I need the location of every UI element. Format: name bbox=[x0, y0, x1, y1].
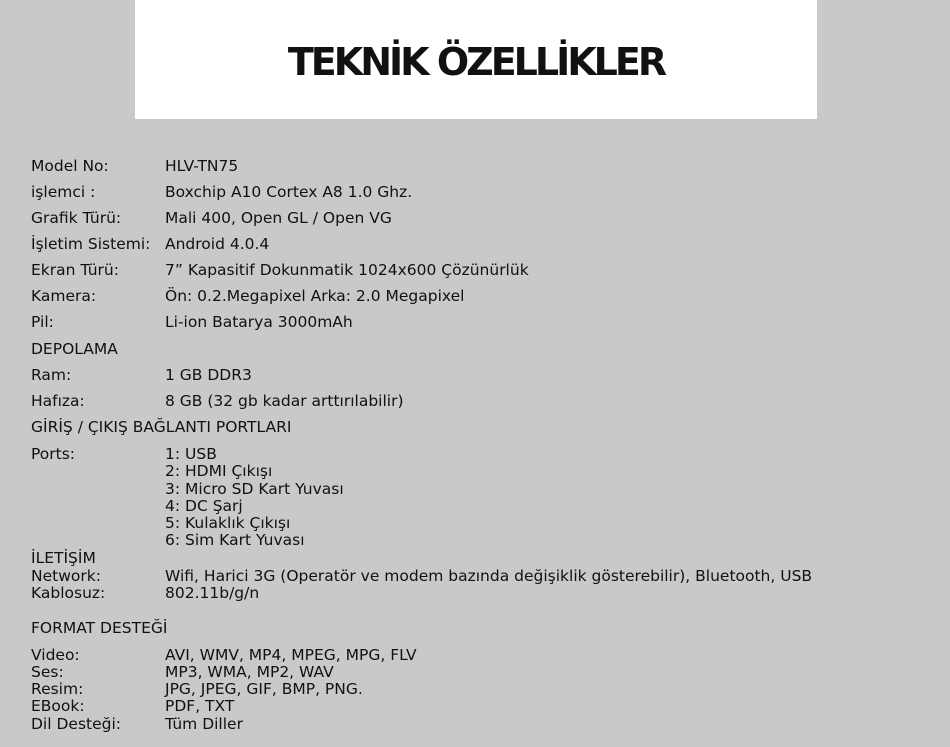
spec-label: Model No: bbox=[31, 157, 109, 175]
ports-list bbox=[165, 446, 344, 550]
spec-label: Resim: bbox=[31, 680, 84, 698]
spec-value: MP3, WMA, MP2, WAV bbox=[165, 663, 334, 681]
header-banner bbox=[135, 0, 817, 119]
spec-label: EBook: bbox=[31, 697, 85, 715]
section-heading-io: GİRİŞ / ÇIKIŞ BAĞLANTI PORTLARI bbox=[31, 418, 292, 436]
spec-value: Android 4.0.4 bbox=[165, 235, 270, 253]
spec-value: AVI, WMV, MP4, MPEG, MPG, FLV bbox=[165, 646, 417, 664]
spec-label: Pil: bbox=[31, 313, 54, 331]
list-item: 6: Sim Kart Yuvası bbox=[165, 531, 305, 550]
list-item: 4: DC Şarj bbox=[165, 496, 243, 515]
spec-value: 8 GB (32 gb kadar arttırılabilir) bbox=[165, 392, 404, 410]
spec-label: Grafik Türü: bbox=[31, 209, 122, 227]
spec-label: Hafıza: bbox=[31, 392, 85, 410]
section-heading-format: FORMAT DESTEĞİ bbox=[31, 619, 168, 637]
spec-value: 1 GB DDR3 bbox=[165, 366, 252, 384]
list-item: 1: USB bbox=[165, 445, 217, 463]
spec-value: PDF, TXT bbox=[165, 697, 235, 715]
section-heading-storage: DEPOLAMA bbox=[31, 340, 118, 358]
spec-label: Network: bbox=[31, 567, 101, 585]
spec-label: Kamera: bbox=[31, 287, 97, 305]
section-heading-comm: İLETİŞİM bbox=[31, 549, 96, 567]
spec-value: Wifi, Harici 3G (Operatör ve modem bazında değişiklik gösterebilir), Bluetooth, USB bbox=[165, 567, 813, 585]
list-item: 3: Micro SD Kart Yuvası bbox=[165, 479, 344, 498]
spec-label: Ses: bbox=[31, 663, 64, 681]
spec-value: JPG, JPEG, GIF, BMP, PNG. bbox=[165, 680, 363, 698]
spec-value: Tüm Diller bbox=[165, 715, 243, 733]
spec-value: 802.11b/g/n bbox=[165, 584, 260, 602]
spec-label: Dil Desteği: bbox=[31, 715, 122, 733]
spec-label: Video: bbox=[31, 646, 80, 664]
spec-label: işlemci : bbox=[31, 183, 96, 201]
spec-label: Ports: bbox=[31, 445, 76, 463]
spec-label: Kablosuz: bbox=[31, 584, 106, 602]
spec-label: Ram: bbox=[31, 366, 72, 384]
spec-label: İşletim Sistemi: bbox=[31, 235, 151, 253]
spec-label: Ekran Türü: bbox=[31, 261, 119, 279]
spec-value: Mali 400, Open GL / Open VG bbox=[165, 209, 392, 227]
list-item: 2: HDMI Çıkışı bbox=[165, 462, 273, 481]
spec-value: 7” Kapasitif Dokunmatik 1024x600 Çözünürlük bbox=[165, 261, 529, 279]
spec-value: Li-ion Batarya 3000mAh bbox=[165, 313, 353, 331]
page-title: TEKNİK ÖZELLİKLER bbox=[287, 39, 665, 84]
spec-value: Ön: 0.2.Megapixel Arka: 2.0 Megapixel bbox=[165, 287, 465, 305]
spec-value: HLV-TN75 bbox=[165, 157, 239, 175]
spec-value: Boxchip A10 Cortex A8 1.0 Ghz. bbox=[165, 183, 413, 201]
list-item: 5: Kulaklık Çıkışı bbox=[165, 514, 291, 533]
